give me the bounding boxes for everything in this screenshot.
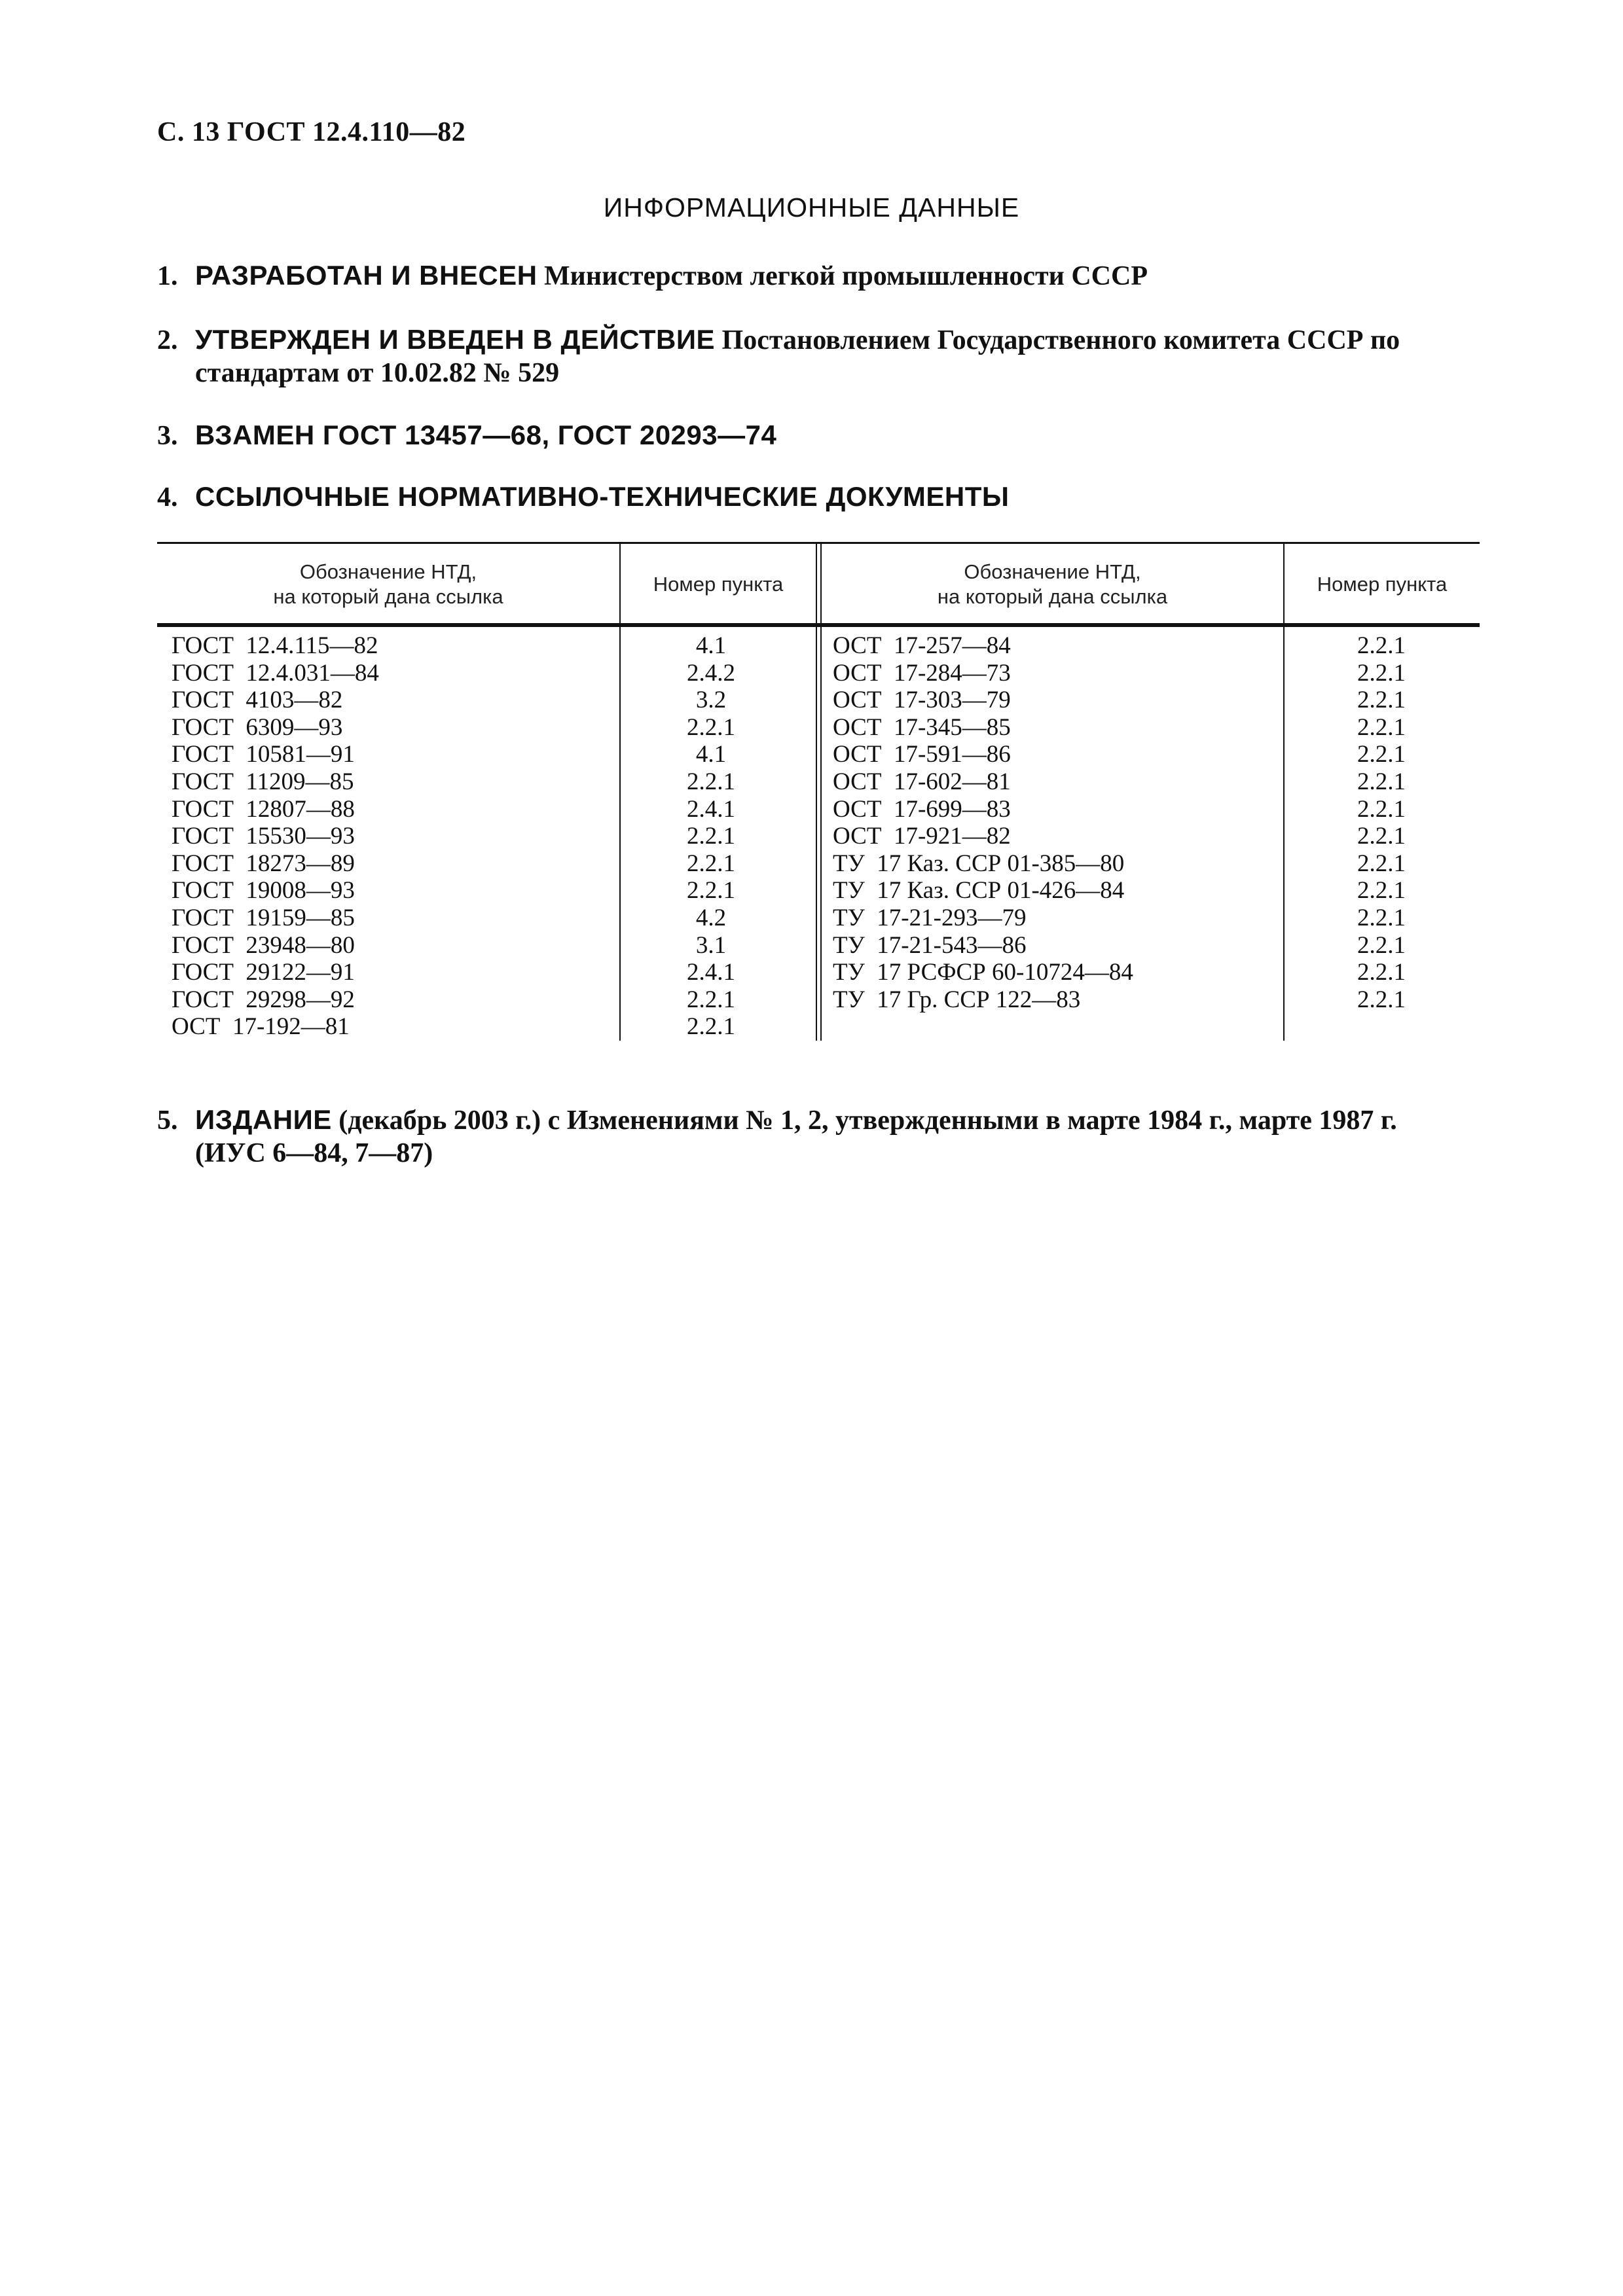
- table-cell-doc: ГОСТ 11209—85: [172, 768, 354, 795]
- header-text: Номер пункта: [653, 573, 784, 596]
- table-cell-point: 4.1: [695, 632, 727, 659]
- table-cell-doc: ОСТ 17-303—79: [833, 687, 1011, 714]
- right-docs-column: [833, 632, 1278, 1013]
- header-text: на который дана ссылка: [937, 585, 1168, 608]
- table-cell-point: 2.2.1: [1357, 877, 1406, 905]
- table-cell-doc: ГОСТ 18273—89: [172, 850, 355, 877]
- table-cell-doc: ОСТ 17-921—82: [833, 823, 1011, 850]
- header-text: Номер пункта: [1317, 573, 1448, 596]
- table-cell-point: 2.2.1: [687, 713, 735, 741]
- item-caption: РАЗРАБОТАН И ВНЕСЕН: [195, 260, 538, 291]
- table-cell-doc: ТУ 17-21-543—86: [833, 931, 1027, 959]
- table-cell-doc: ГОСТ 4103—82: [172, 687, 343, 714]
- table-cell-doc: ГОСТ 12.4.115—82: [172, 632, 378, 659]
- table-cell-point: 2.2.1: [687, 986, 735, 1013]
- item-number: 2.: [157, 325, 178, 355]
- table-cell-doc: ГОСТ 19008—93: [172, 877, 355, 905]
- table-double-divider: [816, 542, 822, 1041]
- table-cell-point: 2.2.1: [1357, 795, 1406, 823]
- item-caption: ВЗАМЕН ГОСТ 13457—68, ГОСТ 20293—74: [195, 420, 777, 450]
- section-title: ИНФОРМАЦИОННЫЕ ДАННЫЕ: [603, 192, 1020, 223]
- table-cell-point: 2.2.1: [687, 877, 735, 905]
- header-doc-designation-right: [822, 548, 1283, 620]
- table-cell-point: 2.2.1: [1357, 823, 1406, 850]
- table-cell-doc: ГОСТ 19159—85: [172, 904, 355, 931]
- table-cell-point: 2.4.2: [687, 659, 735, 687]
- table-cell-point: 2.2.1: [1357, 904, 1406, 931]
- table-cell-doc: ГОСТ 6309—93: [172, 713, 343, 741]
- table-cell-point: 4.1: [695, 741, 727, 768]
- table-cell-doc: ОСТ 17-591—86: [833, 741, 1011, 768]
- table-cell-point: 2.4.1: [687, 959, 735, 986]
- table-cell-doc: ГОСТ 10581—91: [172, 741, 355, 768]
- table-cell-point: 3.2: [695, 687, 727, 714]
- header-point-right: [1285, 548, 1480, 620]
- table-cell-point: 2.2.1: [1357, 850, 1406, 877]
- table-cell-doc: ОСТ 17-602—81: [833, 768, 1011, 795]
- table-cell-doc: ГОСТ 12807—88: [172, 795, 355, 823]
- item-text: (декабрь 2003 г.) с Изменениями № 1, 2, утвержденными в марте 1984 г., марте 1987 г.: [331, 1105, 1397, 1136]
- table-cell-point: 2.2.1: [687, 768, 735, 795]
- left-docs-column: [172, 632, 617, 1041]
- item-number: 4.: [157, 482, 178, 512]
- table-cell-point: 2.2.1: [1357, 986, 1406, 1013]
- table-cell-point: 2.2.1: [1357, 687, 1406, 714]
- table-cell-point: 2.4.1: [687, 795, 735, 823]
- table-cell-point: 2.2.1: [1357, 741, 1406, 768]
- table-cell-doc: ГОСТ 29122—91: [172, 959, 355, 986]
- table-cell-doc: ГОСТ 23948—80: [172, 931, 355, 959]
- info-item-4: [157, 480, 1480, 514]
- header-text: на который дана ссылка: [273, 585, 503, 608]
- table-cell-point: 2.2.1: [1357, 713, 1406, 741]
- table-cell-doc: ГОСТ 15530—93: [172, 823, 355, 850]
- item-caption: ССЫЛОЧНЫЕ НОРМАТИВНО-ТЕХНИЧЕСКИЕ ДОКУМЕНТЫ: [195, 481, 1010, 512]
- table-cell-doc: ОСТ 17-284—73: [833, 659, 1011, 687]
- right-points-column: [1283, 632, 1480, 1013]
- left-points-column: [619, 632, 763, 1041]
- item-text: Министерством легкой промышленности СССР: [537, 261, 1148, 291]
- info-item-1: [157, 259, 1480, 293]
- table-cell-point: 2.2.1: [1357, 659, 1406, 687]
- table-cell-point: 2.2.1: [687, 1013, 735, 1041]
- table-cell-doc: ОСТ 17-699—83: [833, 795, 1011, 823]
- table-cell-point: 2.2.1: [1357, 931, 1406, 959]
- table-cell-doc: ОСТ 17-345—85: [833, 713, 1011, 741]
- table-cell-point: 2.2.1: [687, 850, 735, 877]
- table-cell-doc: ТУ 17 РСФСР 60-10724—84: [833, 959, 1133, 986]
- table-cell-point: 2.2.1: [1357, 768, 1406, 795]
- header-doc-designation-left: [157, 548, 619, 620]
- reference-table: [157, 542, 1480, 1052]
- item-number: 3.: [157, 421, 178, 451]
- table-cell-point: 2.2.1: [1357, 632, 1406, 659]
- table-cell-doc: ТУ 17 Каз. ССР 01-385—80: [833, 850, 1125, 877]
- table-cell-point: 4.2: [695, 904, 727, 931]
- page-header: С. 13 ГОСТ 12.4.110—82: [157, 117, 466, 147]
- table-cell-doc: ГОСТ 12.4.031—84: [172, 659, 379, 687]
- item-text-continuation: (ИУС 6—84, 7—87): [195, 1138, 433, 1168]
- table-cell-doc: ТУ 17-21-293—79: [833, 904, 1027, 931]
- item-number: 5.: [157, 1105, 178, 1136]
- header-point-left: [621, 548, 816, 620]
- item-caption: ИЗДАНИЕ: [195, 1104, 332, 1135]
- item-caption: УТВЕРЖДЕН И ВВЕДЕН В ДЕЙСТВИЕ: [195, 324, 716, 355]
- info-item-2: [157, 323, 1480, 389]
- table-cell-doc: ОСТ 17-192—81: [172, 1013, 350, 1041]
- table-cell-point: 2.2.1: [687, 823, 735, 850]
- table-cell-point: 3.1: [695, 931, 727, 959]
- header-text: Обозначение НТД,: [964, 560, 1141, 583]
- info-item-5: [157, 1103, 1480, 1170]
- table-cell-doc: ТУ 17 Гр. ССР 122—83: [833, 986, 1081, 1013]
- header-text: Обозначение НТД,: [299, 560, 477, 583]
- info-item-3: [157, 419, 1480, 452]
- table-cell-doc: ГОСТ 29298—92: [172, 986, 355, 1013]
- item-text-continuation: стандартам от 10.02.82 № 529: [195, 358, 560, 388]
- item-text: Постановлением Государственного комитета СССР по: [715, 325, 1400, 355]
- table-cell-doc: ТУ 17 Каз. ССР 01-426—84: [833, 877, 1125, 905]
- table-cell-doc: ОСТ 17-257—84: [833, 632, 1011, 659]
- item-number: 1.: [157, 261, 178, 291]
- table-cell-point: 2.2.1: [1357, 959, 1406, 986]
